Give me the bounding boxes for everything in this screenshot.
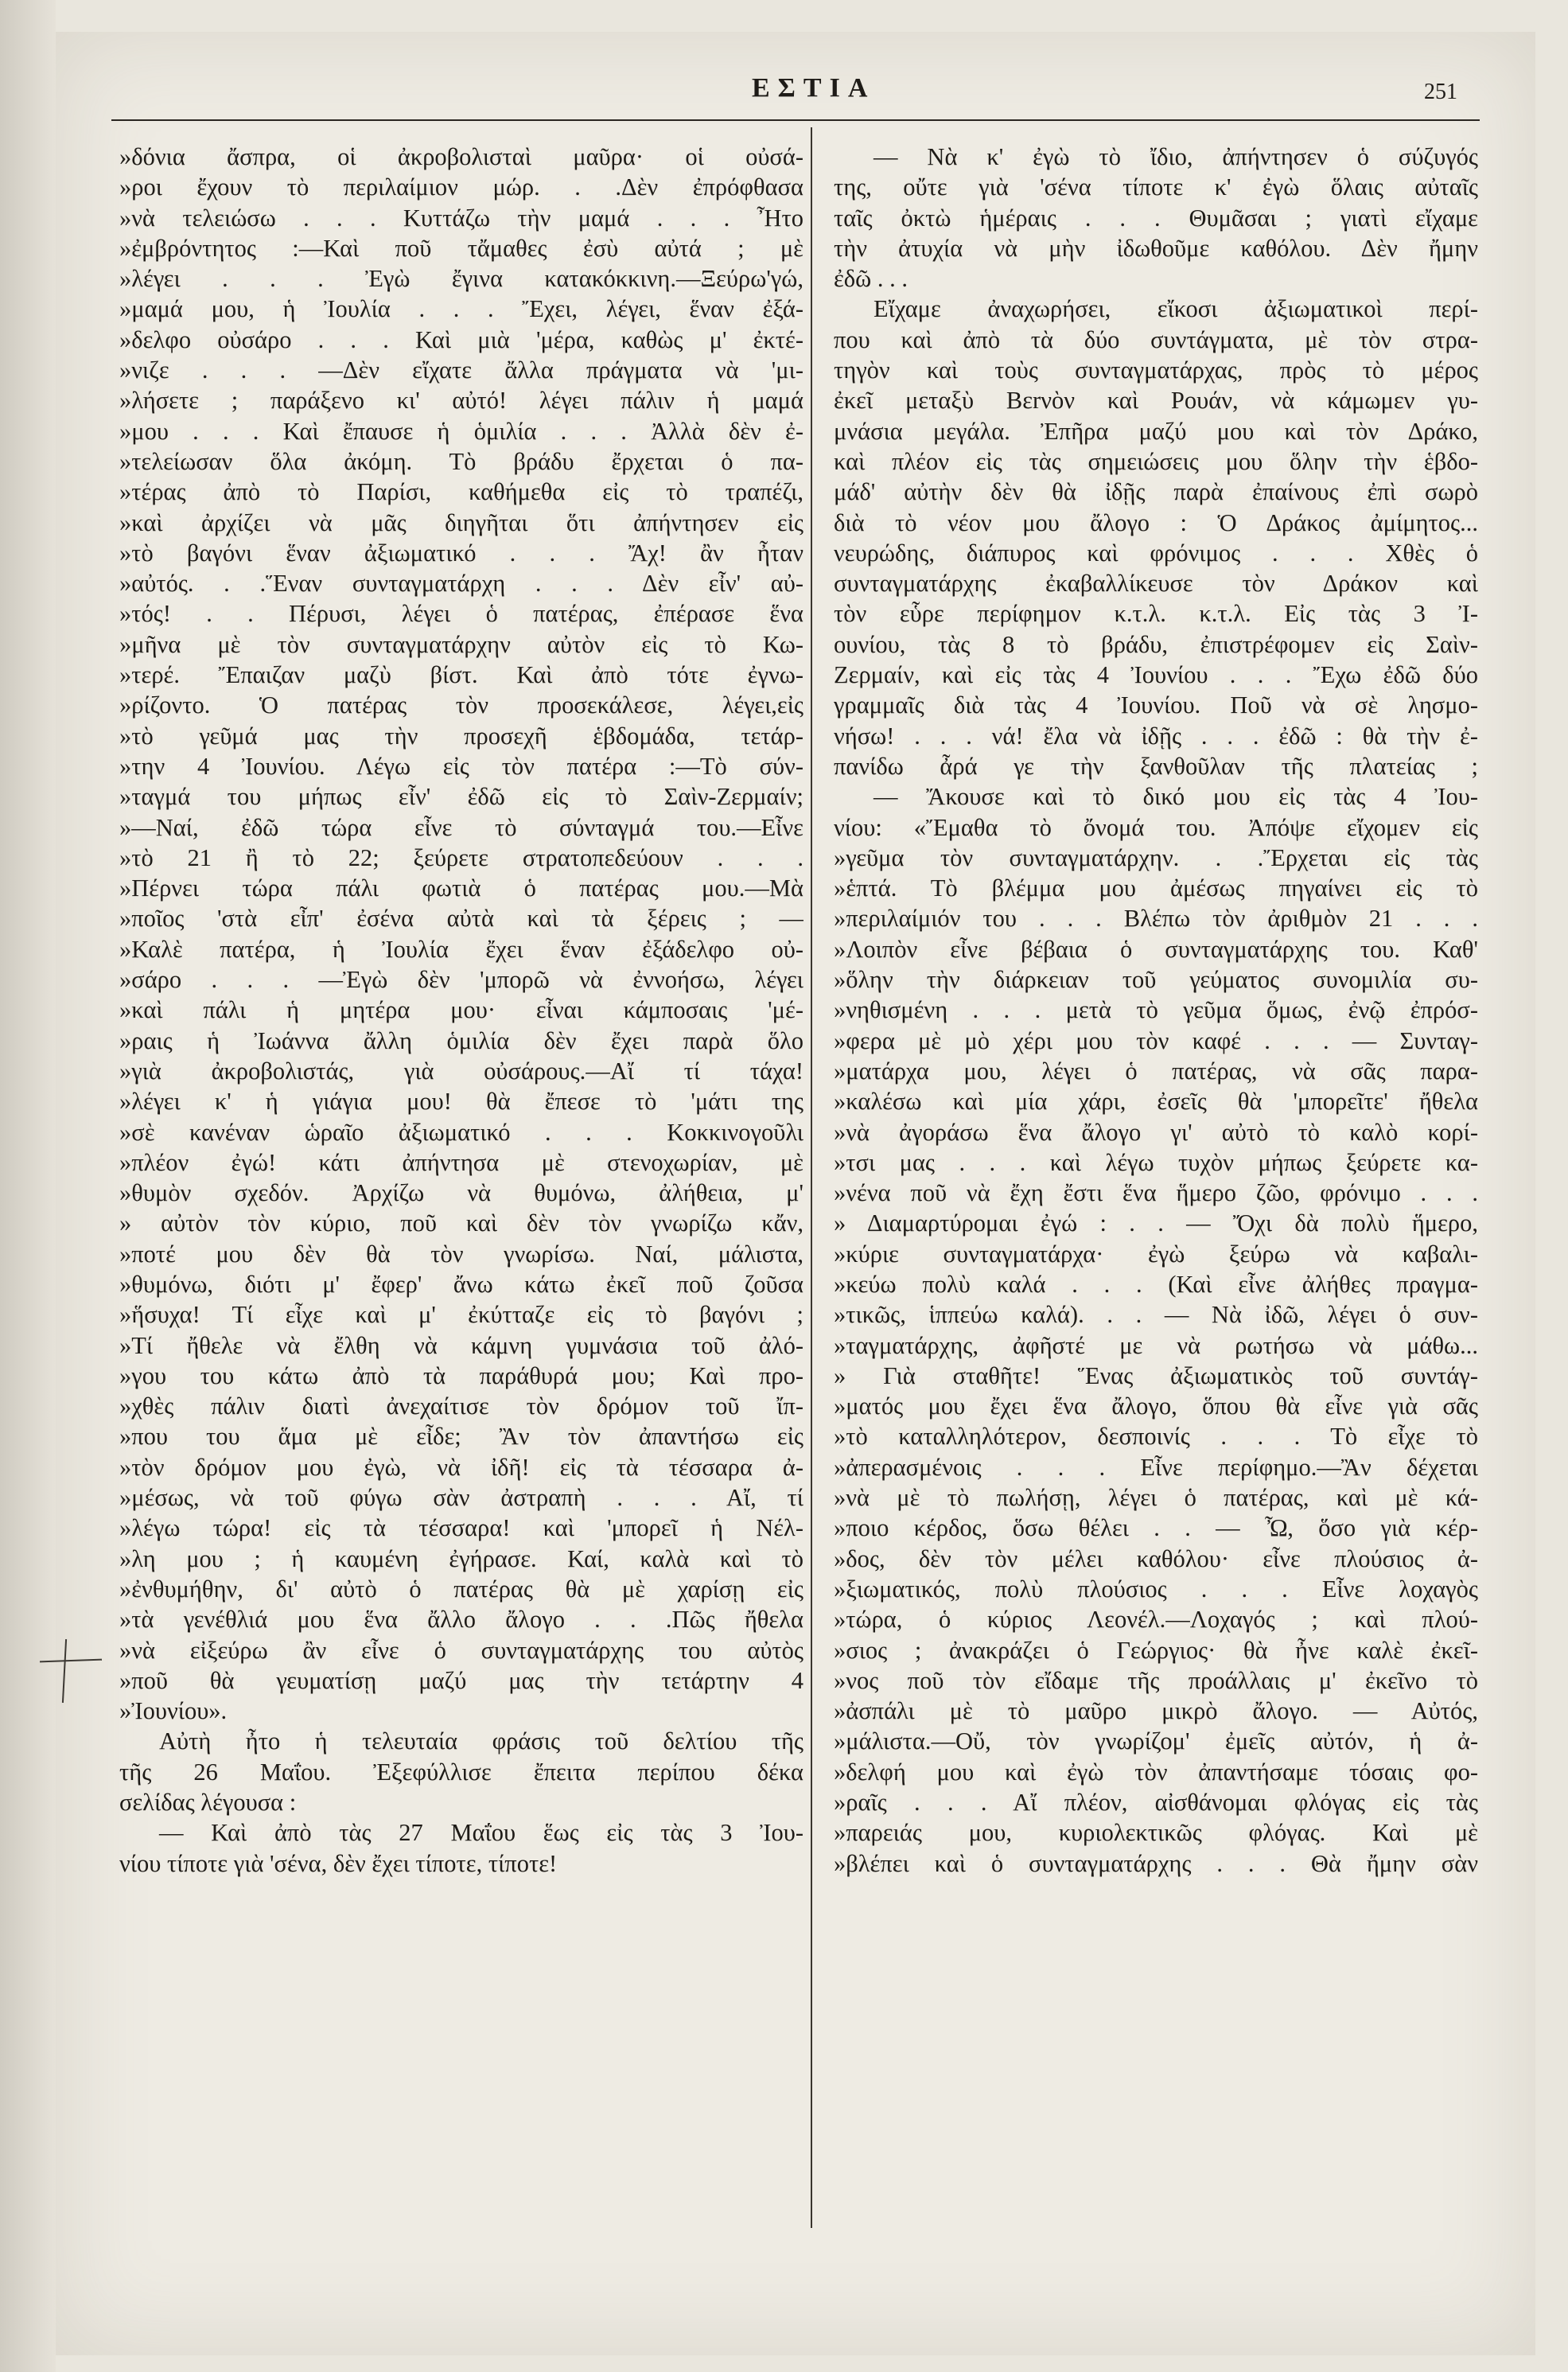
right-column-line: »σιος ; ἀνακράζει ὁ Γεώργιος· θὰ ἦνε καλὲ ἐκεῖ- <box>834 1636 1478 1664</box>
left-column-line: »τὸ βαγόνι ἕναν ἀξιωματικό . . . Ἄχ! ἂν ἦταν <box>119 539 803 567</box>
right-column-line: τὴν ἀτυχία νὰ μὴν ἰδωθοῦμε καθόλου. Δὲν ἤμην <box>834 234 1478 262</box>
right-column-line: μάδ' αὐτὴν δὲν θὰ ἰδῇς παρὰ ἐπαίνους ἐπὶ σωρὸ <box>834 478 1478 506</box>
left-column-line: »δόνια ἄσπρα, οἱ ἀκροβολισταὶ μαῦρα· οἱ οὐσά- <box>119 143 803 170</box>
right-column-line: »γεῦμα τὸν συνταγματάρχην. . .Ἔρχεται εἰς τὰς <box>834 843 1478 871</box>
right-column-line: »φερα μὲ μὸ χέρι μου τὸν καφέ . . . — Συνταγ- <box>834 1026 1478 1054</box>
right-column-line: που καὶ ἀπὸ τὰ δύο συντάγματα, μὲ τὸν στρα- <box>834 325 1478 353</box>
left-column-line: »Πέρνει τώρα πάλι φωτιὰ ὁ πατέρας μου.—Μὰ <box>119 874 803 902</box>
left-column-line: Αὐτὴ ἦτο ἡ τελευταία φράσις τοῦ δελτίου τῆς <box>159 1727 803 1755</box>
left-column-line: »τὰ γενέθλιά μου ἕνα ἄλλο ἄλογο . . .Πῶς ἤθελα <box>119 1606 803 1634</box>
left-column-line: »ἥσυχα! Τί εἶχε καὶ μ' ἐκύτταζε εἰς τὸ βαγόνι ; <box>119 1301 803 1329</box>
right-column-line: μνάσια μεγάλα. Ἐπῆρα μαζύ μου καὶ τὸν Δράκο, <box>834 417 1478 445</box>
right-column-line: ἐκεῖ μεταξὺ Βεrνὸν καὶ Ρουάν, νὰ κάμωμεν γυ- <box>834 387 1478 415</box>
right-column-line: διὰ τὸ νέον μου ἄλογο : Ὁ Δράκος ἀμίμητος... <box>834 508 1478 536</box>
left-column-line: »τελείωσαν ὅλα ἀκόμη. Τὸ βράδυ ἔρχεται ὁ πα- <box>119 447 803 475</box>
left-column-line: »τὸ 21 ἢ τὸ 22; ξεύρετε στρατοπεδεύουν . . . <box>119 843 803 871</box>
left-column-line: »μῆνα μὲ τὸν συνταγματάρχην αὐτὸν εἰς τὸ Κω- <box>119 630 803 658</box>
left-column-line: »πλέον ἐγώ! κάτι ἀπήντησα μὲ στενοχωρίαν, μὲ <box>119 1148 803 1176</box>
right-column-line: ἐδῶ . . . <box>834 265 909 293</box>
right-column-line: »ἀσπάλι μὲ τὸ μαῦρο μικρὸ ἄλογο. — Αὐτός, <box>834 1697 1478 1725</box>
left-column-line: »νιζε . . . —Δὲν εἴχατε ἄλλα πράγματα νὰ 'μι- <box>119 356 803 384</box>
right-column-line: »ὅλην τὴν διάρκειαν τοῦ γεύματος συνομιλία συ- <box>834 966 1478 994</box>
left-column-line: »λέγει κ' ἡ γιάγια μου! θὰ ἔπεσε τὸ 'μάτι της <box>119 1088 803 1116</box>
right-column-line: νίου: «Ἔμαθα τὸ ὄνομά του. Ἀπόψε εἴχομεν εἰς <box>834 813 1478 841</box>
right-column-line: »τσι μας . . . καὶ λέγω τυχὸν μήπως ξεύρετε κα- <box>834 1148 1478 1176</box>
left-column-line: »—Ναί, ἐδῶ τώρα εἶνε τὸ σύνταγμά του.—Εἶνε <box>119 813 803 841</box>
left-column-line: »λέγω τώρα! εἰς τὰ τέσσαρα! καὶ 'μπορεῖ ἡ Νέλ- <box>119 1514 803 1542</box>
left-column-line: »αὐτός. . .Ἕναν συνταγματάρχη . . . Δὲν εἶν' αὐ- <box>119 570 803 598</box>
left-column-line: »ποῦ θὰ γευματίσῃ μαζύ μας τὴν τετάρτην 4 <box>119 1666 803 1694</box>
right-column-line: »μάλιστα.—Οὔ, τὸν γνωρίζομ' ἐμεῖς αὐτόν, ἡ ἀ- <box>834 1727 1478 1755</box>
right-column-line: »ταγματάρχης, ἀφῆστέ με νὰ ρωτήσω νὰ μάθω... <box>834 1331 1478 1359</box>
left-column-line: νίου τίποτε γιὰ 'σένα, δὲν ἔχει τίποτε, τίποτε! <box>119 1849 558 1877</box>
left-column-line: »μου . . . Καὶ ἔπαυσε ἡ ὁμιλία . . . Ἀλλὰ δὲν ἐ- <box>119 417 803 445</box>
left-column-line: τῆς 26 Μαΐου. Ἐξεφύλλισε ἔπειτα περίπου δέκα <box>119 1758 803 1786</box>
right-column-line: νευρώδης, διάπυρος καὶ φρόνιμος . . . Χθὲς ὁ <box>834 539 1478 567</box>
left-column-line: »νὰ τελειώσω . . . Κυττάζω τὴν μαμά . . . Ἦτο <box>119 204 803 232</box>
right-column-line: »βλέπει καὶ ὁ συνταγματάρχης . . . Θὰ ἤμην σὰν <box>834 1849 1478 1877</box>
left-column-line: »ροι ἔχουν τὸ περιλαίμιον μώρ. . .Δὲν ἐπρόφθασα <box>119 173 803 201</box>
running-title: ΕΣΤΙΑ <box>752 73 876 103</box>
right-column-line: »τώρα, ὁ κύριος Λεονέλ.—Λοχαγός ; καὶ πλού- <box>834 1606 1478 1634</box>
right-column-line: τὸν εὗρε περίφημον κ.τ.λ. κ.τ.λ. Εἰς τὰς 3 Ἰ- <box>834 600 1478 628</box>
right-column-line: συνταγματάρχης ἐκαβαλλίκευσε τὸν Δράκον καὶ <box>834 570 1478 598</box>
right-column-line: ταῖς ὀκτὼ ἡμέραις . . . Θυμᾶσαι ; γιατὶ εἴχαμε <box>834 204 1478 232</box>
right-column-line: »κεύω πολὺ καλά . . . (Καὶ εἶνε ἀλήθες πραγμα- <box>834 1270 1478 1298</box>
right-column-line: »ματάρχα μου, λέγει ὁ πατέρας, νὰ σᾶς παρα- <box>834 1057 1478 1085</box>
left-column-line: σελίδας λέγουσα : <box>119 1789 297 1817</box>
right-column-line: »ποιο κέρδος, ὅσω θέλει . . — Ὦ, ὅσο γιὰ κέρ- <box>834 1514 1478 1542</box>
left-column-line: »καὶ πάλι ἡ μητέρα μου· εἶναι κάμποσαις 'μέ- <box>119 996 803 1024</box>
right-text-column <box>834 142 1478 1879</box>
left-column-line: »Ἰουνίου». <box>119 1697 228 1725</box>
left-column-line: »ποτέ μου δὲν θὰ τὸν γνωρίσω. Ναί, μάλιστα, <box>119 1240 803 1268</box>
right-column-line: »Λοιπὸν εἶνε βέβαια ὁ συνταγματάρχης του. Καθ' <box>834 935 1478 963</box>
right-column-line: πανίδω ἆρά γε τὴν ξανθοῦλαν τῆς πλατείας ; <box>834 752 1478 780</box>
left-column-line: »ραις ἡ Ἰωάννα ἄλλη ὁμιλία δὲν ἔχει παρὰ ὅλο <box>119 1026 803 1054</box>
right-column-line: »δελφή μου καὶ ἐγὼ τὸν ἀπαντήσαμε τόσαις φο- <box>834 1758 1478 1786</box>
left-column-line: »νὰ εἰξεύρω ἂν εἶνε ὁ συνταγματάρχης του αὐτὸς <box>119 1636 803 1664</box>
left-column-line: »σὲ κανέναν ὡραῖο ἀξιωματικό . . . Κοκκινογοῦλι <box>119 1118 803 1146</box>
right-column-line: »νένα ποῦ νὰ ἔχη ἔστι ἕνα ἥμερο ζῶο, φρόνιμο . . . <box>834 1179 1478 1207</box>
left-column-line: »ρίζοντο. Ὁ πατέρας τὸν προσεκάλεσε, λέγει,εἰς <box>119 691 803 719</box>
right-column-line: ουνίου, τὰς 8 τὸ βράδυ, ἐπιστρέφομεν εἰς Σαὶν- <box>834 630 1478 658</box>
right-column-line: »ματός μου ἔχει ἕνα ἄλογο, ὅπου θὰ εἶνε γιὰ σᾶς <box>834 1392 1478 1420</box>
left-column-line: »ταγμά του μήπως εἶν' ἐδῶ εἰς τὸ Σαὶν-Ζερμαίν; <box>119 783 803 811</box>
left-column-line: »ἐνθυμήθην, δι' αὐτὸ ὁ πατέρας θὰ μὲ χαρίσῃ εἰς <box>119 1575 803 1603</box>
right-column-line: » Γιὰ σταθῆτε! Ἕνας ἀξιωματικὸς τοῦ συντάγ- <box>834 1361 1478 1389</box>
right-column-line: γραμμαῖς διὰ τὰς 4 Ἰουνίου. Ποῦ νὰ σὲ λησμο- <box>834 691 1478 719</box>
pencil-cross-mark <box>40 1639 103 1703</box>
right-column-line: »ξιωματικός, πολὺ πλούσιος . . . Εἶνε λοχαγὸς <box>834 1575 1478 1603</box>
left-column-line: » αὐτὸν τὸν κύριο, ποῦ καὶ δὲν τὸν γνωρίζω κἄν, <box>119 1209 803 1237</box>
left-column-line: »τός! . . Πέρυσι, λέγει ὁ πατέρας, ἐπέρασε ἕνα <box>119 600 803 628</box>
left-column-line: »ποῖος 'στὰ εἶπ' ἐσένα αὐτὰ καὶ τὰ ξέρεις ; — <box>119 905 803 933</box>
right-column-line: »νηθισμένη . . . μετὰ τὸ γεῦμα ὅμως, ἐνῷ ἐπρόσ- <box>834 996 1478 1024</box>
left-column-line: »την 4 Ἰουνίου. Λέγω εἰς τὸν πατέρα :—Τὸ σύν- <box>119 752 803 780</box>
left-column-line: »λη μου ; ἡ καυμένη ἐγήρασε. Καί, καλὰ καὶ τὸ <box>119 1544 803 1572</box>
left-column-line: »θυμὸν σχεδόν. Ἀρχίζω νὰ θυμόνω, ἀλήθεια, μ' <box>119 1179 803 1207</box>
left-column-line: »γου του κάτω ἀπὸ τὰ παράθυρά μου; Καὶ προ- <box>119 1361 803 1389</box>
right-column-line: »νος ποῦ τὸν εἴδαμε τῆς προάλλαις μ' ἐκεῖνο τὸ <box>834 1666 1478 1694</box>
left-column-line: »μέσως, νὰ τοῦ φύγω σὰν ἀστραπὴ . . . Αἴ, τί <box>119 1484 803 1512</box>
right-column-line: »ραῖς . . . Αἴ πλέον, αἰσθάνομαι φλόγας εἰς τὰς <box>834 1789 1478 1817</box>
right-column-line: »ἀπερασμένοις . . . Εἶνε περίφημο.—Ἂν δέχεται <box>834 1453 1478 1481</box>
left-column-line: »τέρας ἀπὸ τὸ Παρίσι, καθήμεθα εἰς τὸ τραπέζι, <box>119 478 803 506</box>
left-column-line: »Καλὲ πατέρα, ἡ Ἰουλία ἔχει ἕναν ἐξάδελφο οὐ- <box>119 935 803 963</box>
right-column-line: »τικῶς, ἱππεύω καλά). . . — Νὰ ἰδῶ, λέγει ὁ συν- <box>834 1301 1478 1329</box>
right-column-line: »δος, δὲν τὸν μέλει καθόλου· εἶνε πλούσιος ἀ- <box>834 1544 1478 1572</box>
left-column-line: — Καὶ ἀπὸ τὰς 27 Μαΐου ἕως εἰς τὰς 3 Ἰου- <box>159 1819 803 1847</box>
right-column-line: »καλέσω καὶ μία χάρι, ἐσεῖς θὰ 'μπορεῖτε' ἤθελα <box>834 1088 1478 1116</box>
left-column-line: »σάρο . . . —Ἐγὼ δὲν 'μπορῶ νὰ ἐννοήσω, λέγει <box>119 966 803 994</box>
right-column-line: »ἑπτά. Τὸ βλέμμα μου ἀμέσως πηγαίνει εἰς τὸ <box>834 874 1478 902</box>
left-column-line: »λήσετε ; παράξενο κι' αὐτό! λέγει πάλιν ἡ μαμά <box>119 387 803 415</box>
right-column-line: — Νὰ κ' ἐγὼ τὸ ἴδιο, ἀπήντησεν ὁ σύζυγός <box>873 143 1478 170</box>
right-column-line: » Διαμαρτύρομαι ἐγώ : . . — Ὄχι δὰ πολὺ ἥμερο, <box>834 1209 1478 1237</box>
right-column-line: καὶ πλέον εἰς τὰς σημειώσεις μου ὅλην τὴν ἑβδο- <box>834 447 1478 475</box>
right-column-line: »νὰ μὲ τὸ πωλήσῃ, λέγει ὁ πατέρας, καὶ μὲ κά- <box>834 1484 1478 1512</box>
column-divider <box>811 127 812 2228</box>
right-column-line: Ζερμαίν, καὶ εἰς τὰς 4 Ἰουνίου . . . Ἔχω ἐδῶ δύο <box>834 661 1478 689</box>
left-column-line: »καὶ ἀρχίζει νὰ μᾶς διηγῆται ὅτι ἀπήντησεν εἰς <box>119 508 803 536</box>
right-column-line: »τὸ καταλληλότερον, δεσποινίς . . . Τὸ εἶχε τὸ <box>834 1423 1478 1451</box>
right-column-line: »κύριε συνταγματάρχα· ἐγὼ ξεύρω νὰ καβαλι- <box>834 1240 1478 1268</box>
right-column-line: νήσω! . . . νά! ἔλα νὰ ἰδῇς . . . ἐδῶ : θὰ τὴν ἐ- <box>834 722 1478 750</box>
right-column-line: »περιλαίμιόν του . . . Βλέπω τὸν ἀριθμὸν 21 . . . <box>834 905 1478 933</box>
right-column-line: Εἴχαμε ἀναχωρήσει, εἴκοσι ἀξιωματικοὶ περί- <box>873 295 1478 323</box>
left-column-line: »χθὲς πάλιν διατὶ ἀνεχαίτισε τὸν δρόμον τοῦ ἴπ- <box>119 1392 803 1420</box>
left-column-line: »ἐμβρόντητος :—Καὶ ποῦ τἄμαθες ἐσὺ αὐτά ; μὲ <box>119 234 803 262</box>
left-column-line: »τερέ. Ἔπαιζαν μαζὺ βίστ. Καὶ ἀπὸ τότε ἐγνω- <box>119 661 803 689</box>
right-column-line: της, οὔτε γιὰ 'σένα τίποτε κ' ἐγὼ ὅλαις αὐταῖς <box>834 173 1478 201</box>
left-column-line: »θυμόνω, διότι μ' ἔφερ' ἄνω κάτω ἐκεῖ ποῦ ζοῦσα <box>119 1270 803 1298</box>
left-column-line: »που του ἅμα μὲ εἶδε; Ἂν τὸν ἀπαντήσω εἰς <box>119 1423 803 1451</box>
right-column-line: — Ἄκουσε καὶ τὸ δικό μου εἰς τὰς 4 Ἰου- <box>873 783 1478 811</box>
left-text-column <box>119 142 803 1879</box>
right-column-line: »παρειάς μου, κυριολεκτικῶς φλόγας. Καὶ μὲ <box>834 1819 1478 1847</box>
right-column-line: »νὰ ἀγοράσω ἕνα ἄλογο γι' αὐτὸ τὸ καλὸ κορί- <box>834 1118 1478 1146</box>
header-rule <box>111 119 1480 121</box>
left-column-line: »γιὰ ἀκροβολιστάς, γιὰ οὐσάρους.—Αἴ τί τάχα! <box>119 1057 803 1085</box>
left-column-line: »λέγει . . . Ἐγὼ ἔγινα κατακόκκινη.—Ξεύρω'γώ, <box>119 265 803 293</box>
left-column-line: »μαμά μου, ἡ Ἰουλία . . . Ἔχει, λέγει, ἕναν ἐξά- <box>119 295 803 323</box>
left-column-line: »τὸν δρόμον μου ἐγὼ, νὰ ἰδῆ! εἰς τὰ τέσσαρα ἀ- <box>119 1453 803 1481</box>
left-column-line: »Τί ἤθελε νὰ ἔλθη νὰ κάμνη γυμνάσια τοῦ ἀλό- <box>119 1331 803 1359</box>
left-column-line: »δελφο οὐσάρο . . . Καὶ μιὰ 'μέρα, καθὼς μ' ἐκτέ- <box>119 325 803 353</box>
left-column-line: »τὸ γεῦμά μας τὴν προσεχῆ ἑβδομάδα, τετάρ- <box>119 722 803 750</box>
binding-gutter <box>0 0 56 2372</box>
right-column-line: τηγὸν καὶ τοὺς συνταγματάρχας, πρὸς τὸ μέρος <box>834 356 1478 384</box>
page-number: 251 <box>1424 80 1457 104</box>
